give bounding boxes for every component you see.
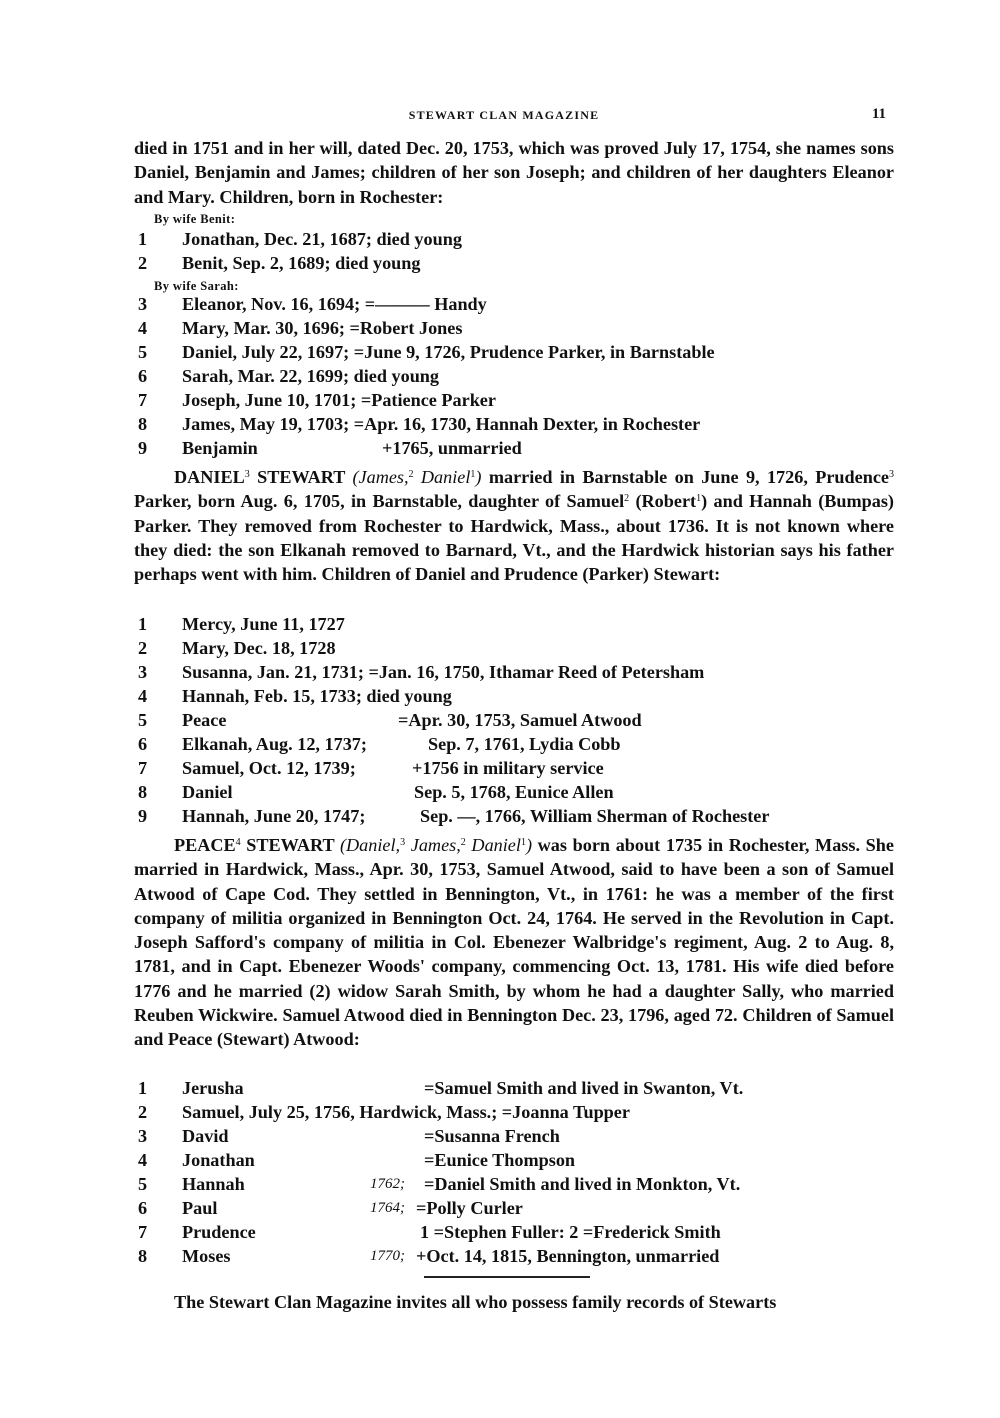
generation-sup: 1 (470, 469, 476, 480)
item-number: 8 (138, 1246, 148, 1266)
item-note: Sep. —, 1766, William Sherman of Rochester (420, 806, 770, 826)
daniel-stewart-paragraph (134, 465, 894, 586)
paragraph-text: ) and Hannah (Bumpas) Parker. They removed from Rochester to Hardwick, Mass., about 1736. It is not known where they died: the son Elkanah removed to Barnard, Vt., and the Hardwick historian says his father perhaps went with him. Children of Daniel and Prudence (Parker) Stewart: (134, 491, 894, 585)
item-entry: Benjamin (182, 438, 258, 458)
list-item (134, 662, 894, 686)
item-entry: Mary, Mar. 30, 1696; =Robert Jones (182, 318, 463, 338)
lineage-open: ( (339, 835, 347, 855)
item-entry: Joseph, June 10, 1701; =Patience Parker (182, 390, 496, 410)
item-entry: Mercy, June 11, 1727 (182, 614, 345, 634)
item-note: +1756 in military service (412, 758, 604, 778)
list-item (134, 229, 894, 253)
item-note: =Apr. 30, 1753, Samuel Atwood (398, 710, 642, 730)
item-entry: Jonathan, Dec. 21, 1687; died young (182, 229, 462, 249)
item-number: 8 (138, 414, 148, 434)
item-note: =Eunice Thompson (424, 1150, 576, 1170)
item-note: =Polly Curler (416, 1198, 523, 1218)
lineage-name: Daniel (465, 835, 521, 855)
item-entry: Daniel, July 22, 1697; =June 9, 1726, Prudence Parker, in Barnstable (182, 342, 715, 362)
list-item (134, 806, 894, 830)
item-entry: Paul (182, 1198, 218, 1218)
list-item (134, 758, 894, 782)
item-number: 5 (138, 1174, 148, 1194)
section-divider (424, 1276, 590, 1278)
item-year: 1770; (370, 1248, 405, 1264)
list-item (134, 1126, 894, 1150)
peace-stewart-paragraph (134, 833, 894, 1052)
item-entry: Sarah, Mar. 22, 1699; died young (182, 366, 440, 386)
list-item (134, 734, 894, 758)
item-entry: Peace (182, 710, 227, 730)
item-number: 3 (138, 1126, 148, 1146)
list-item (134, 1222, 894, 1246)
lead-surname: STEWART (240, 835, 340, 855)
list-item (134, 638, 894, 662)
item-entry: Hannah, June 20, 1747; (182, 806, 366, 826)
item-entry: Prudence (182, 1222, 256, 1242)
generation-sup: 1 (696, 493, 702, 505)
item-number: 5 (138, 342, 148, 362)
list-item (134, 366, 894, 390)
lineage-close: ) (475, 467, 482, 487)
item-note: =Susanna French (424, 1126, 560, 1146)
item-number: 6 (138, 734, 148, 754)
item-entry: Samuel, Oct. 12, 1739; (182, 758, 356, 778)
item-number: 1 (138, 614, 148, 634)
item-number: 7 (138, 758, 148, 778)
item-entry: James, May 19, 1703; =Apr. 16, 1730, Hannah Dexter, in Rochester (182, 414, 701, 434)
generation-sup: 4 (235, 837, 241, 848)
intro-paragraph: died in 1751 and in her will, dated Dec. 20, 1753, which was proved July 17, 1754, she names sons Daniel, Benjamin and James; children of her son Joseph; and children of her daughters Eleanor and Mary. Children, born in Rochester: (134, 138, 894, 207)
running-title: STEWART CLAN MAGAZINE (408, 108, 600, 122)
list-item (134, 342, 894, 366)
lineage-name: Daniel, (346, 835, 401, 855)
item-number: 6 (138, 1198, 148, 1218)
item-number: 3 (138, 294, 148, 314)
paragraph-text: was born about 1735 in Rochester, Mass. She married in Hardwick, Mass., Apr. 30, 1753, Samuel Atwood, said to have been a son of Samuel Atwood of Cape Cod. They settled in Bennington, Vt., in 1761: he was a member of the first company of militia organized in Bennington Oct. 24, 1764. He served in the Revolution in Capt. Joseph Safford's company of militia in Col. Ebenezer Walbridge's regiment, Aug. 2 to Aug. 8, 1781, and in Capt. Ebenezer Woods' company, commencing Oct. 13, 1781. His wife died before 1776 and he married (2) widow Sarah Smith, by whom he had a daughter Sally, who married Reuben Wickwire. Samuel Atwood died in Bennington Dec. 23, 1796, aged 72. Children of Samuel and Peace (Stewart) Atwood: (134, 835, 894, 1050)
list-item (134, 390, 894, 414)
footer-paragraph: The Stewart Clan Magazine invites all who possess family records of Stewarts (174, 1292, 777, 1312)
item-number: 8 (138, 782, 148, 802)
list-item (134, 1150, 894, 1174)
page-number: 11 (871, 106, 886, 122)
lead-surname: STEWART (249, 467, 353, 487)
list-item (134, 1198, 894, 1222)
item-entry: Moses (182, 1246, 231, 1266)
list-item (134, 782, 894, 806)
list-item (134, 1246, 894, 1270)
item-number: 2 (138, 638, 148, 658)
item-number: 2 (138, 1102, 148, 1122)
generation-sup: 3 (400, 837, 406, 848)
item-number: 4 (138, 318, 148, 338)
item-note: 1 =Stephen Fuller: 2 =Frederick Smith (420, 1222, 721, 1242)
item-number: 4 (138, 686, 148, 706)
lead-name: PEACE (174, 835, 236, 855)
item-number: 4 (138, 1150, 148, 1170)
lineage-name: Daniel (413, 467, 471, 487)
item-note: =Samuel Smith and lived in Swanton, Vt. (424, 1078, 744, 1098)
item-number: 9 (138, 806, 148, 826)
lineage-open: ( (352, 467, 359, 487)
list-item (134, 1174, 894, 1198)
item-note: +1765, unmarried (382, 438, 522, 458)
item-number: 9 (138, 438, 148, 458)
generation-sup: 2 (408, 469, 414, 480)
list-item (134, 253, 894, 277)
paragraph-text: married in Barnstable on June 9, 1726, Prudence (481, 467, 889, 487)
generation-sup: 3 (244, 469, 250, 480)
item-entry: Jerusha (182, 1078, 244, 1098)
item-entry: Susanna, Jan. 21, 1731; =Jan. 16, 1750, Ithamar Reed of Petersham (182, 662, 705, 682)
generation-sup: 1 (520, 837, 526, 848)
list-item (134, 614, 894, 638)
item-entry: Daniel (182, 782, 233, 802)
item-number: 7 (138, 1222, 148, 1242)
lineage-close: ) (525, 835, 532, 855)
subhead-by-wife-sarah: By wife Sarah: (154, 279, 239, 293)
item-number: 1 (138, 229, 148, 249)
item-number: 3 (138, 662, 148, 682)
list-item (134, 438, 894, 462)
item-year: 1762; (370, 1176, 405, 1192)
item-note: Sep. 7, 1761, Lydia Cobb (428, 734, 621, 754)
running-header (134, 108, 894, 128)
item-number: 7 (138, 390, 148, 410)
item-note: Sep. 5, 1768, Eunice Allen (414, 782, 614, 802)
item-entry: Mary, Dec. 18, 1728 (182, 638, 336, 658)
lineage-name: James, (405, 835, 461, 855)
list-item (134, 1078, 894, 1102)
item-entry: Benit, Sep. 2, 1689; died young (182, 253, 421, 273)
paragraph-text: Parker, born Aug. 6, 1705, in Barnstable, daughter of Samuel (134, 491, 625, 512)
item-note: +Oct. 14, 1815, Bennington, unmarried (416, 1246, 720, 1266)
item-year: 1764; (370, 1200, 405, 1216)
list-item (134, 1102, 894, 1126)
subhead-by-wife-benit: By wife Benit: (154, 212, 236, 226)
item-entry: Hannah (182, 1174, 245, 1194)
item-number: 6 (138, 366, 148, 386)
item-entry: Hannah, Feb. 15, 1733; died young (182, 686, 452, 706)
list-item (134, 686, 894, 710)
lineage-name: James, (358, 467, 409, 487)
item-entry: Eleanor, Nov. 16, 1694; =——— Handy (182, 294, 487, 314)
item-entry: Jonathan (182, 1150, 255, 1170)
list-item (134, 318, 894, 342)
item-number: 1 (138, 1078, 148, 1098)
list-item (134, 414, 894, 438)
lead-name: DANIEL (174, 467, 245, 487)
generation-sup: 2 (624, 493, 630, 505)
item-entry: Samuel, July 25, 1756, Hardwick, Mass.; =Joanna Tupper (182, 1102, 630, 1122)
item-note: =Daniel Smith and lived in Monkton, Vt. (424, 1174, 741, 1194)
generation-sup: 3 (889, 469, 894, 480)
generation-sup: 2 (460, 837, 466, 848)
list-item (134, 710, 894, 734)
list-item (134, 294, 894, 318)
paragraph-text: (Robert (629, 491, 697, 512)
item-number: 5 (138, 710, 148, 730)
item-entry: Elkanah, Aug. 12, 1737; (182, 734, 367, 754)
item-entry: David (182, 1126, 229, 1146)
item-number: 2 (138, 253, 148, 273)
